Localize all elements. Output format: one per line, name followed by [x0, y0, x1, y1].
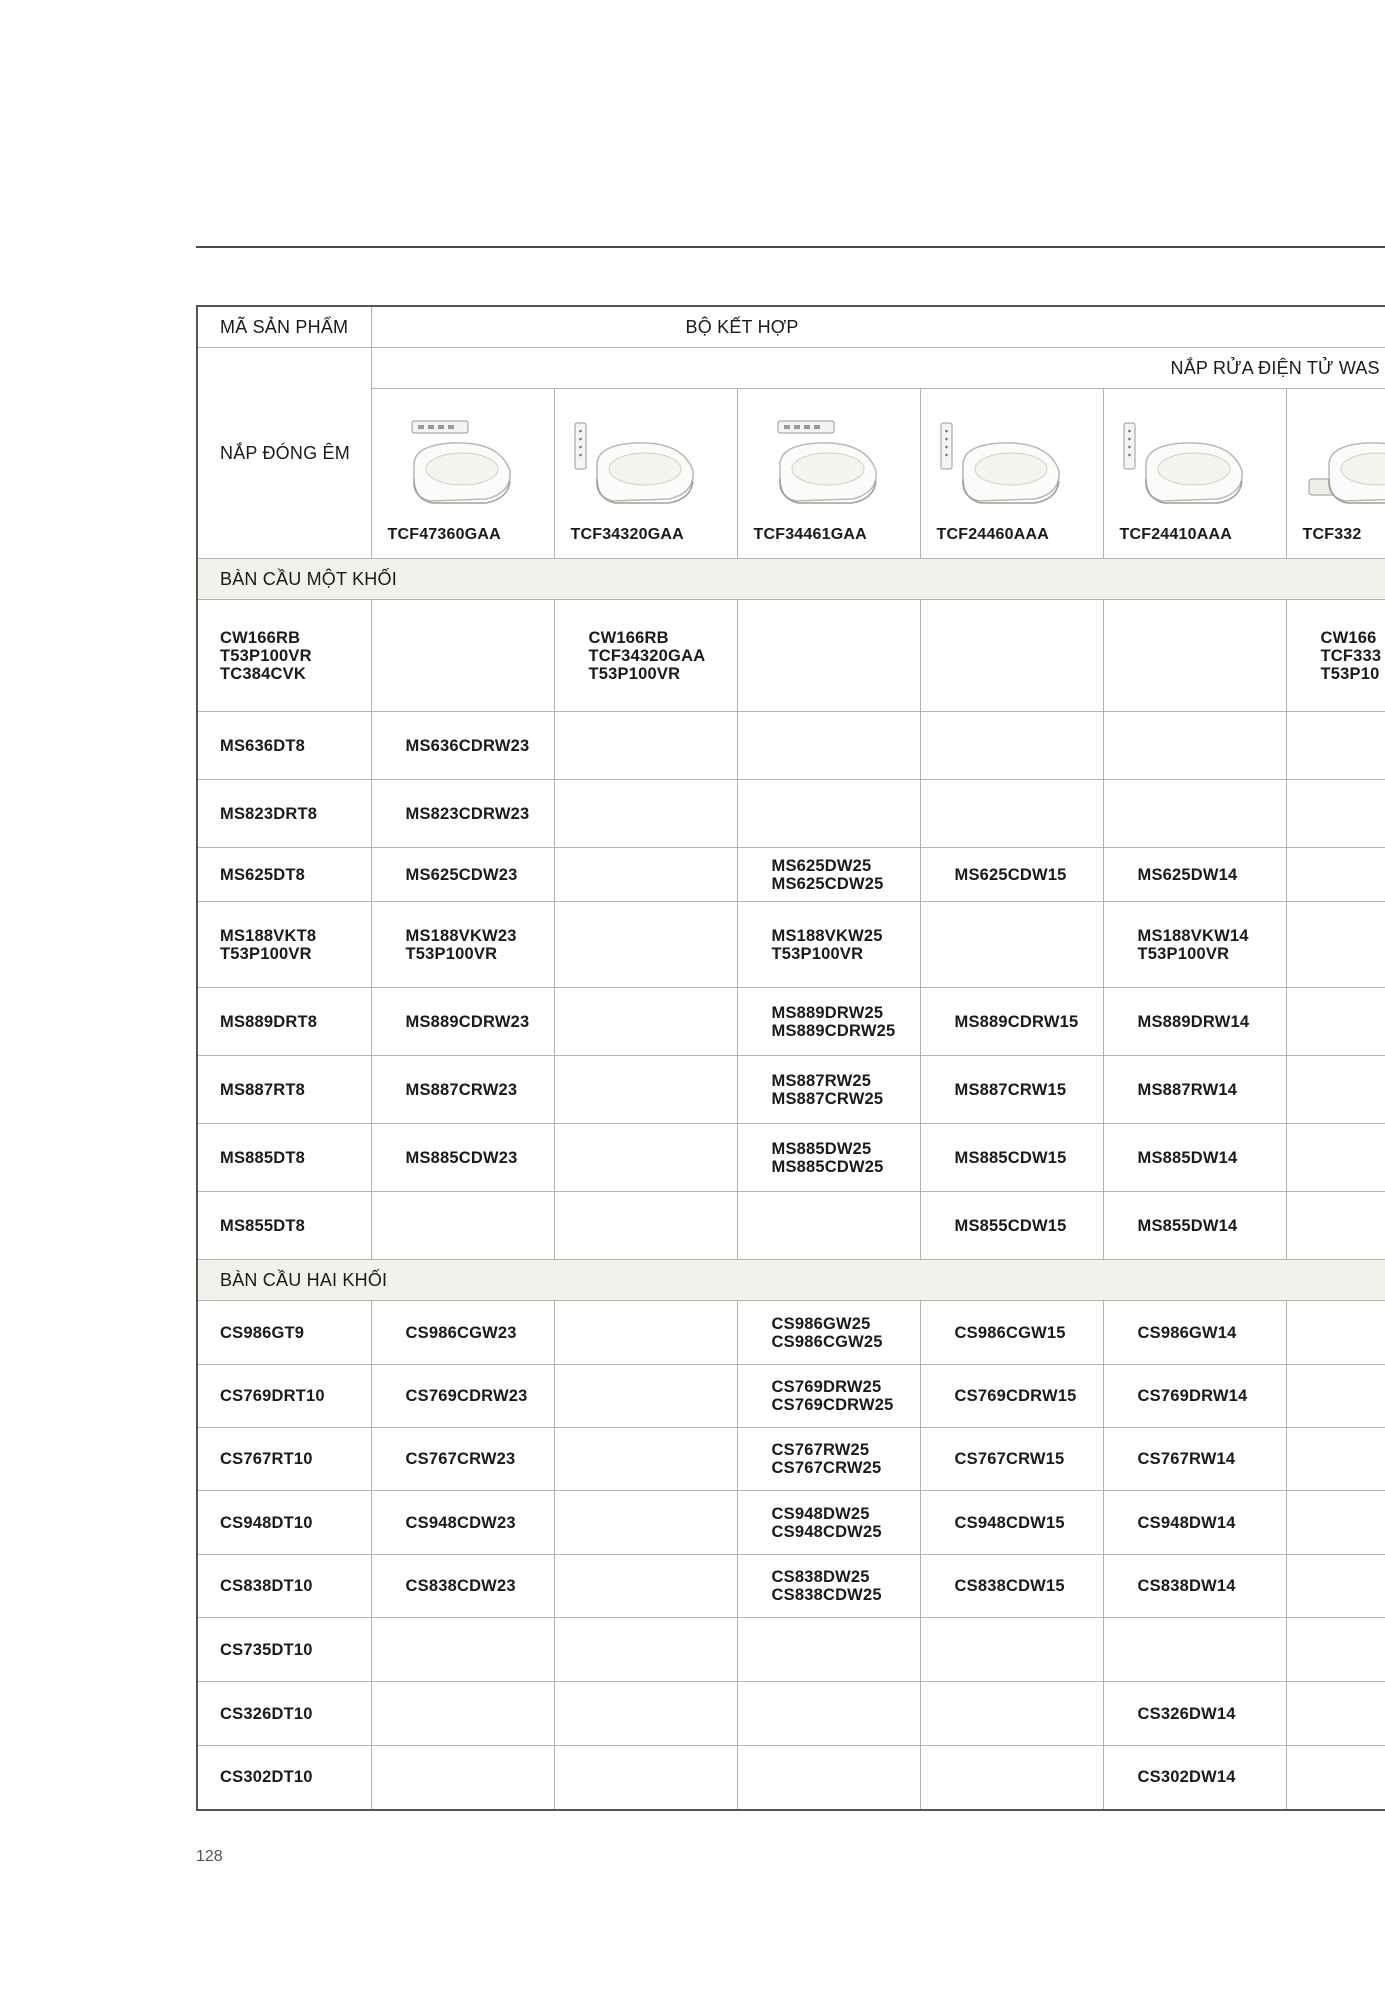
compatible-model-cell	[1286, 1365, 1385, 1428]
compatible-model-cell: CS769DRW14	[1103, 1365, 1286, 1428]
compatible-model-cell	[1286, 780, 1385, 848]
compatible-model-cell	[554, 1682, 737, 1746]
header-row-top	[197, 306, 1385, 348]
compatible-model-cell	[1286, 1428, 1385, 1491]
compatible-model-cell: CS838CDW23	[371, 1555, 554, 1618]
compatible-model-cell	[554, 1301, 737, 1365]
compatible-model-cell: CS948DW14	[1103, 1491, 1286, 1555]
compatible-model-cell: MS188VKW14 T53P100VR	[1103, 902, 1286, 988]
model-cell: MS636DT8	[197, 712, 371, 780]
compatible-model-cell: MS887CRW23	[371, 1056, 554, 1124]
table-row	[197, 780, 1385, 848]
compatible-model-cell: CS838DW14	[1103, 1555, 1286, 1618]
compatible-model-cell	[554, 1746, 737, 1810]
compatible-model-cell: MS188VKW25 T53P100VR	[737, 902, 920, 988]
compatible-model-cell	[920, 600, 1103, 712]
model-cell: CS838DT10	[197, 1555, 371, 1618]
compatible-model-cell	[1103, 780, 1286, 848]
compatible-model-cell: CS767RW14	[1103, 1428, 1286, 1491]
compatible-model-cell: MS885CDW15	[920, 1124, 1103, 1192]
product-header-cell	[1103, 389, 1286, 559]
product-header-cell	[554, 389, 737, 559]
model-cell: CS735DT10	[197, 1618, 371, 1682]
compatible-model-cell	[1286, 1056, 1385, 1124]
compatible-model-cell	[554, 1365, 737, 1428]
model-cell: CS986GT9	[197, 1301, 371, 1365]
compatible-model-cell	[737, 600, 920, 712]
compatible-model-cell	[554, 1491, 737, 1555]
compatible-model-cell: CW166RB TCF34320GAA T53P100VR	[554, 600, 737, 712]
compatible-model-cell	[1103, 1618, 1286, 1682]
compatible-model-cell	[1103, 600, 1286, 712]
compatible-model-cell: MS889DRW25 MS889CDRW25	[737, 988, 920, 1056]
compatible-model-cell	[737, 1192, 920, 1260]
compatible-model-cell: CS986CGW15	[920, 1301, 1103, 1365]
compatible-model-cell: CS948CDW15	[920, 1491, 1103, 1555]
compatible-model-cell: CS769CDRW23	[371, 1365, 554, 1428]
compatible-model-cell: CS769DRW25 CS769CDRW25	[737, 1365, 920, 1428]
table-row	[197, 712, 1385, 780]
table-row	[197, 1192, 1385, 1260]
table-row	[197, 1428, 1385, 1491]
model-cell: MS885DT8	[197, 1124, 371, 1192]
compatible-model-cell: CS767CRW15	[920, 1428, 1103, 1491]
compatible-model-cell: CS838DW25 CS838CDW25	[737, 1555, 920, 1618]
compatible-model-cell	[1286, 712, 1385, 780]
compatible-model-cell	[554, 1192, 737, 1260]
compatible-model-cell	[1286, 1618, 1385, 1682]
table-row	[197, 1746, 1385, 1810]
compatible-model-cell: MS885DW14	[1103, 1124, 1286, 1192]
page-number: 128	[196, 1848, 223, 1865]
compatible-model-cell	[1286, 1301, 1385, 1365]
compatible-model-cell: MS855DW14	[1103, 1192, 1286, 1260]
compatible-model-cell	[1286, 1491, 1385, 1555]
compatible-model-cell	[554, 902, 737, 988]
compatible-model-cell: CS838CDW15	[920, 1555, 1103, 1618]
compatible-model-cell	[920, 712, 1103, 780]
model-cell: MS823DRT8	[197, 780, 371, 848]
compatible-model-cell	[1286, 1555, 1385, 1618]
product-header-cell	[920, 389, 1103, 559]
table-body	[197, 306, 1385, 1810]
compatible-model-cell	[1286, 1124, 1385, 1192]
model-cell: CS767RT10	[197, 1428, 371, 1491]
compatible-model-cell: MS889DRW14	[1103, 988, 1286, 1056]
compatible-model-cell: CS302DW14	[1103, 1746, 1286, 1810]
table-row	[197, 902, 1385, 988]
table-row	[197, 988, 1385, 1056]
model-cell: MS887RT8	[197, 1056, 371, 1124]
model-cell: CS769DRT10	[197, 1365, 371, 1428]
compatible-model-cell	[554, 1555, 737, 1618]
seat-with-side-panel-icon	[1305, 419, 1385, 516]
compatible-model-cell	[554, 988, 737, 1056]
compatible-model-cell	[554, 1428, 737, 1491]
compatible-model-cell: MS823CDRW23	[371, 780, 554, 848]
compatible-model-cell	[371, 600, 554, 712]
soft-close-header: NẮP ĐÓNG ÊM	[197, 348, 371, 559]
compatibility-table-wrapper	[196, 305, 1385, 1811]
compatible-model-cell	[737, 1746, 920, 1810]
compatible-model-cell: MS855CDW15	[920, 1192, 1103, 1260]
table-row	[197, 1301, 1385, 1365]
compatible-model-cell	[371, 1618, 554, 1682]
seat-with-wall-panel-icon	[390, 419, 554, 516]
model-cell: MS855DT8	[197, 1192, 371, 1260]
compatible-model-cell	[554, 848, 737, 902]
compatible-model-cell: MS625CDW23	[371, 848, 554, 902]
compatible-model-cell: CS986GW14	[1103, 1301, 1286, 1365]
table-row	[197, 1682, 1385, 1746]
compatible-model-cell: CS767RW25 CS767CRW25	[737, 1428, 920, 1491]
compatible-model-cell	[554, 1618, 737, 1682]
table-row	[197, 1491, 1385, 1555]
product-code: TCF34320GAA	[570, 526, 684, 543]
compatible-model-cell	[920, 1682, 1103, 1746]
combo-header: BỘ KẾT HỢP	[685, 316, 799, 337]
model-cell: CW166RB T53P100VR TC384CVK	[197, 600, 371, 712]
seat-with-remote-icon	[1122, 419, 1286, 516]
compatible-model-cell	[554, 1056, 737, 1124]
product-code: TCF47360GAA	[387, 526, 501, 543]
compatible-model-cell	[737, 1618, 920, 1682]
compatible-model-cell	[1286, 1682, 1385, 1746]
seat-with-remote-icon	[573, 419, 737, 516]
compatible-model-cell: CS986GW25 CS986CGW25	[737, 1301, 920, 1365]
product-code: TCF34461GAA	[753, 526, 867, 543]
compatible-model-cell	[1286, 902, 1385, 988]
compatible-model-cell: CS767CRW23	[371, 1428, 554, 1491]
compatible-model-cell: MS887RW14	[1103, 1056, 1286, 1124]
section-row	[197, 1260, 1385, 1301]
product-code-header: MÃ SẢN PHẨM	[197, 306, 371, 348]
section-title: BÀN CẦU HAI KHỐI	[197, 1260, 1385, 1301]
model-cell: MS188VKT8 T53P100VR	[197, 902, 371, 988]
product-code: TCF24410AAA	[1119, 526, 1232, 543]
compatible-model-cell	[371, 1192, 554, 1260]
product-code: TCF332	[1302, 526, 1362, 543]
compatible-model-cell: CS326DW14	[1103, 1682, 1286, 1746]
compatible-model-cell	[920, 1618, 1103, 1682]
table-row	[197, 600, 1385, 712]
compatible-model-cell	[371, 1746, 554, 1810]
compatible-model-cell: CW166 TCF333 T53P10	[1286, 600, 1385, 712]
compatible-model-cell: MS636CDRW23	[371, 712, 554, 780]
compatible-model-cell: MS889CDRW23	[371, 988, 554, 1056]
compatible-model-cell	[920, 780, 1103, 848]
product-header-cell	[737, 389, 920, 559]
compatible-model-cell	[1286, 988, 1385, 1056]
compatible-model-cell	[920, 1746, 1103, 1810]
model-cell: CS326DT10	[197, 1682, 371, 1746]
model-cell: MS889DRT8	[197, 988, 371, 1056]
compatible-model-cell	[737, 1682, 920, 1746]
compatible-model-cell: MS885CDW23	[371, 1124, 554, 1192]
compatible-model-cell: MS885DW25 MS885CDW25	[737, 1124, 920, 1192]
product-code: TCF24460AAA	[936, 526, 1049, 543]
compatible-model-cell	[737, 780, 920, 848]
compatible-model-cell: MS887CRW15	[920, 1056, 1103, 1124]
table-row	[197, 1056, 1385, 1124]
compatible-model-cell	[1286, 848, 1385, 902]
section-title: BÀN CẦU MỘT KHỐI	[197, 559, 1385, 600]
product-header-cell	[371, 389, 554, 559]
seat-with-remote-icon	[939, 419, 1103, 516]
compatible-model-cell	[1286, 1746, 1385, 1810]
header-row-washlet	[197, 348, 1385, 389]
compatible-model-cell: MS887RW25 MS887CRW25	[737, 1056, 920, 1124]
compatible-model-cell: MS625CDW15	[920, 848, 1103, 902]
table-row	[197, 1555, 1385, 1618]
section-row	[197, 559, 1385, 600]
washlet-header: NẮP RỬA ĐIỆN TỬ WAS	[1170, 357, 1380, 378]
table-row	[197, 1618, 1385, 1682]
compatible-model-cell	[554, 1124, 737, 1192]
compatible-model-cell: MS625DW25 MS625CDW25	[737, 848, 920, 902]
model-cell: CS948DT10	[197, 1491, 371, 1555]
compatible-model-cell: CS769CDRW15	[920, 1365, 1103, 1428]
product-header-cell	[1286, 389, 1385, 559]
compatible-model-cell	[920, 902, 1103, 988]
compatibility-table	[196, 305, 1385, 1811]
table-row	[197, 1124, 1385, 1192]
model-cell: MS625DT8	[197, 848, 371, 902]
compatible-model-cell	[1103, 712, 1286, 780]
compatible-model-cell	[554, 780, 737, 848]
compatible-model-cell	[1286, 1192, 1385, 1260]
compatible-model-cell: CS986CGW23	[371, 1301, 554, 1365]
product-image-row	[197, 389, 1385, 559]
compatible-model-cell	[371, 1682, 554, 1746]
seat-with-wall-panel-icon	[756, 419, 920, 516]
table-row	[197, 848, 1385, 902]
compatible-model-cell	[554, 712, 737, 780]
compatible-model-cell: MS188VKW23 T53P100VR	[371, 902, 554, 988]
table-row	[197, 1365, 1385, 1428]
top-divider	[196, 246, 1385, 248]
compatible-model-cell: MS889CDRW15	[920, 988, 1103, 1056]
compatible-model-cell: MS625DW14	[1103, 848, 1286, 902]
compatible-model-cell: CS948CDW23	[371, 1491, 554, 1555]
model-cell: CS302DT10	[197, 1746, 371, 1810]
compatible-model-cell	[737, 712, 920, 780]
compatible-model-cell: CS948DW25 CS948CDW25	[737, 1491, 920, 1555]
